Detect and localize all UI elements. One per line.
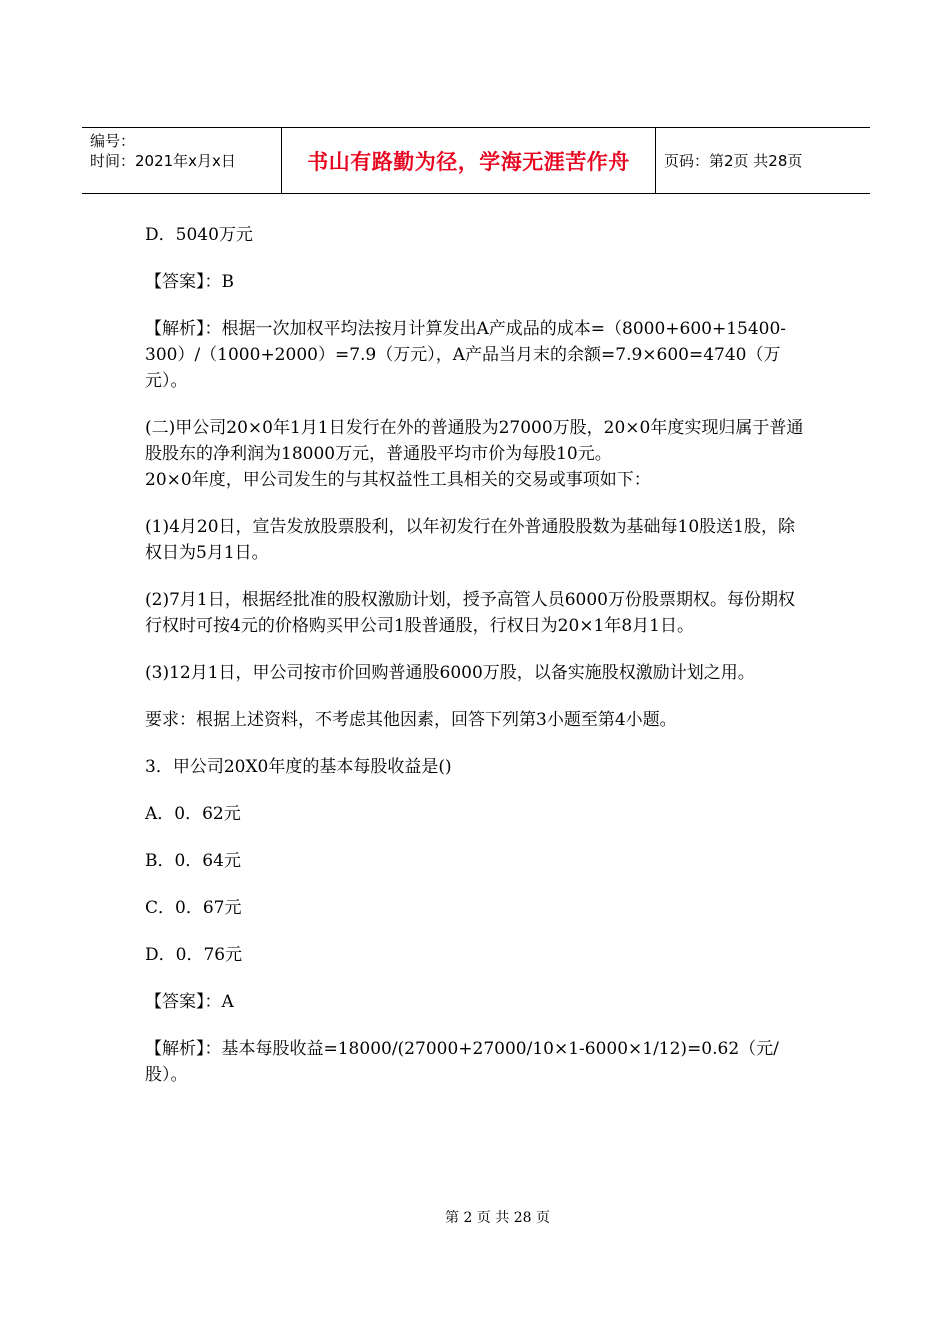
answer: 【答案】：A — [145, 992, 234, 1012]
option-b: B．0．64元 — [145, 851, 241, 871]
explanation-prev: 【解析】：根据一次加权平均法按月计算发出A产成品的成本=（8000+600+15400-300）/（1000+2000）=7.9（万元），A产品当月末的余额=7.9×600=4740（万元）。 — [145, 319, 787, 391]
time-label: 时间：2021年x月x日 — [90, 152, 236, 170]
option-d: D．0．76元 — [145, 945, 243, 965]
header-motto: 书山有路勤为径，学海无涯苦作舟 — [282, 128, 656, 193]
number-label: 编号： — [90, 132, 136, 150]
option-a: A．0．62元 — [145, 804, 241, 824]
requirement: 要求：根据上述资料，不考虑其他因素，回答下列第3小题至第4小题。 — [145, 710, 677, 730]
option-d-prev: D．5040万元 — [145, 225, 253, 245]
case-intro: (二)甲公司20×0年1月1日发行在外的普通股为27000万股，20×0年度实现归属于普通股股东的净利润为18000万元，普通股平均市价为每股10元。 20×0年度，甲公司发生的与其权益性工具相关的交易或事项如下： — [145, 418, 804, 490]
answer-prev: 【答案】：B — [145, 272, 234, 292]
header-page-info: 页码：第2页 共28页 — [664, 152, 803, 170]
event-2: (2)7月1日，根据经批准的股权激励计划，授予高管人员6000万份股票期权。每份期权行权时可按4元的价格购买甲公司1股普通股，行权日为20×1年8月1日。 — [145, 590, 795, 636]
event-1: (1)4月20日，宣告发放股票股利，以年初发行在外普通股股数为基础每10股送1股，除权日为5月1日。 — [145, 517, 795, 563]
explanation: 【解析】：基本每股收益=18000/(27000+27000/10×1-6000×1/12)=0.62（元/股）。 — [145, 1039, 779, 1085]
document-body — [145, 222, 810, 1109]
event-3: (3)12月1日，甲公司按市价回购普通股6000万股，以备实施股权激励计划之用。 — [145, 663, 755, 683]
page-footer: 第 2 页 共 28 页 — [445, 1210, 550, 1226]
header-meta-cell — [82, 128, 282, 193]
option-c: C．0．67元 — [145, 898, 242, 918]
document-header — [82, 127, 870, 194]
question-3: 3．甲公司20X0年度的基本每股收益是() — [145, 757, 452, 777]
